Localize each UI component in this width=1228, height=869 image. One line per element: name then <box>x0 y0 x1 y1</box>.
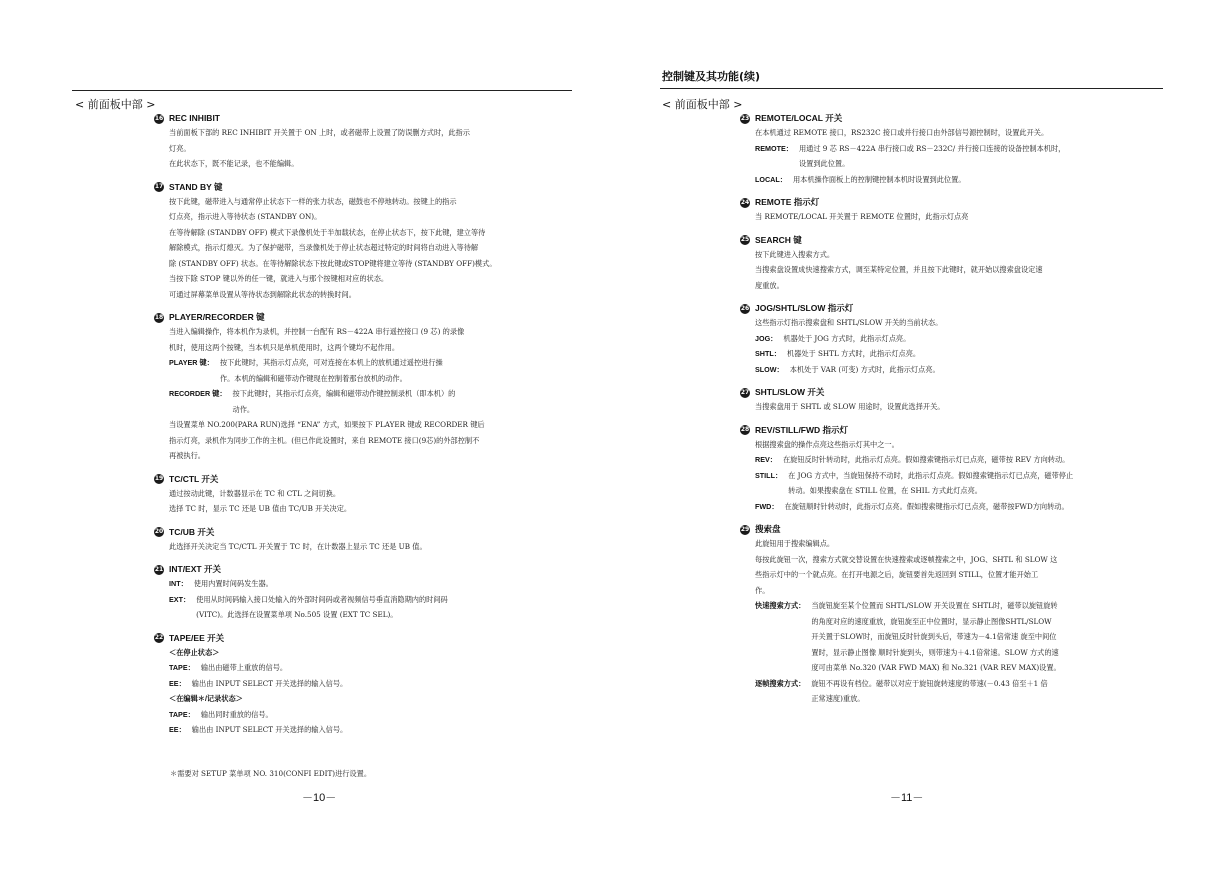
option-label: RECORDER 键： <box>169 389 227 398</box>
item-title: JOG/SHTL/SLOW 指示灯 <box>755 303 854 313</box>
option-row <box>154 676 574 692</box>
option-label: LOCAL： <box>755 174 787 184</box>
item-heading <box>740 196 1168 209</box>
control-item <box>740 234 1168 294</box>
item-number-badge: 27 <box>740 388 750 396</box>
control-item <box>740 386 1168 415</box>
item-description: 当前面板下部的 REC INHIBIT 开关置于 ON 上时，或者磁带上设置了防误删方式时，此指示 灯亮。 <box>169 128 470 153</box>
item-title: STAND BY 键 <box>169 181 223 192</box>
option-label: EE： <box>169 678 186 688</box>
item-number-badge: 26 <box>740 304 750 312</box>
item-heading <box>740 386 1168 399</box>
running-head: 控制键及其功能(续) <box>662 70 761 83</box>
option-label: TAPE： <box>169 663 195 672</box>
option-row <box>154 576 574 592</box>
item-description: 当进入编辑操作，将本机作为录机，并控制一台配有 RS－422A 串行遥控接口 (9 芯) 的录像 机时，使用这两个按键，当本机只是单机使用时，这两个键均不起作用。 <box>169 327 465 352</box>
item-description: 可通过屏幕菜单设置从等待状态到解除此状态的转换时间。 <box>169 289 356 299</box>
option-description: 输出同时重放的信号。 <box>200 709 273 719</box>
option-row <box>154 722 574 738</box>
item-description: 这些指示灯指示搜索盘和 SHTL/SLOW 开关的当前状态。 <box>755 318 943 327</box>
item-number-badge: 17 <box>154 183 164 190</box>
item-title: SEARCH 键 <box>755 234 802 245</box>
item-heading <box>154 112 574 125</box>
item-heading <box>740 523 1168 536</box>
item-heading <box>740 424 1168 437</box>
option-label: ＜在停止状态＞ <box>169 647 220 657</box>
option-label: TAPE： <box>169 709 195 719</box>
item-number-badge: 29 <box>740 525 750 533</box>
right-page <box>614 0 1228 869</box>
item-title: 搜索盘 <box>755 524 781 534</box>
option-label: ＜在编辑＊/记录状态＞ <box>169 694 243 703</box>
item-heading <box>740 112 1168 125</box>
item-title: SHTL/SLOW 开关 <box>755 387 825 397</box>
option-row <box>740 362 1168 378</box>
item-description: 当 REMOTE/LOCAL 开关置于 REMOTE 位置时，此指示灯点亮 <box>755 212 969 221</box>
item-title: REC INHIBIT <box>169 113 220 123</box>
item-heading <box>154 526 574 539</box>
option-row <box>154 386 574 417</box>
option-description: 使用从时间码输入接口处输入的外部时间码或者视频信号垂直消隐期内的时间码 (VITC)。此选择在设置菜单项 No.505 设置 (EXT TC SEL)。 <box>196 594 448 619</box>
item-description: 当搜索盘设置成快速搜索方式，调至某特定位置，并且按下此键时，就开始以搜索盘设定速 度重放。 <box>755 265 1043 290</box>
item-number-badge: 25 <box>740 236 750 243</box>
option-description: 旋钮不再设有档位。磁带以对应于旋钮旋转速度的带速(－0.43 倍至＋1 倍 正常速度)重放。 <box>811 678 1048 703</box>
control-item <box>740 302 1168 377</box>
item-heading <box>740 302 1168 315</box>
option-label: JOG： <box>755 333 778 343</box>
option-description: 机器处于 SHTL 方式时，此指示灯点亮。 <box>786 349 921 358</box>
item-number-badge: 20 <box>154 528 164 535</box>
option-row <box>740 499 1168 515</box>
option-description: 用本机操作面板上的控制键控制本机时设置到此位置。 <box>792 174 966 184</box>
item-number-badge: 21 <box>154 565 164 573</box>
option-row <box>154 707 574 723</box>
option-label: 快速搜索方式： <box>755 601 806 610</box>
header-rule <box>72 90 572 91</box>
option-description: 机器处于 JOG 方式时，此指示灯点亮。 <box>783 333 911 343</box>
option-row <box>740 172 1168 188</box>
item-title: PLAYER/RECORDER 键 <box>169 312 265 322</box>
item-description: 此选择开关决定当 TC/CTL 开关置于 TC 时，在计数器上显示 TC 还是 UB 值。 <box>169 541 427 551</box>
option-label: EE： <box>169 725 186 734</box>
item-description: 当搜索盘用于 SHTL 或 SLOW 用途时，设置此选择开关。 <box>755 402 945 411</box>
option-description: 按下此键时，其指示灯点亮，编辑和磁带动作键控制录机（即本机）的 动作。 <box>232 389 456 414</box>
item-title: REV/STILL/FWD 指示灯 <box>755 424 849 435</box>
item-number-badge: 23 <box>740 114 750 122</box>
item-heading <box>154 632 574 645</box>
option-description: 输出由 INPUT SELECT 开关选择的输入信号。 <box>191 678 348 688</box>
control-item <box>740 523 1168 707</box>
item-description: 在本机通过 REMOTE 接口，RS232C 接口或并行接口由外部信号源控制时，设置此开关。 <box>755 128 1049 137</box>
item-number-badge: 24 <box>740 198 750 206</box>
option-row <box>740 331 1168 347</box>
control-item <box>154 526 574 555</box>
section-label: < 前面板中部 > <box>75 98 156 111</box>
item-list <box>154 112 574 747</box>
option-label: REMOTE： <box>755 143 793 153</box>
option-label: STILL： <box>755 470 783 480</box>
control-item <box>154 311 574 464</box>
item-description: 选择 TC 时，显示 TC 还是 UB 值由 TC/UB 开关决定。 <box>169 504 352 513</box>
item-title: REMOTE 指示灯 <box>755 197 820 207</box>
control-item <box>740 424 1168 515</box>
option-label: FWD： <box>755 501 779 511</box>
option-row <box>154 355 574 386</box>
item-description: 通过按动此键，计数器显示在 TC 和 CTL 之间切换。 <box>169 488 341 498</box>
option-description: 按下此键时，其指示灯点亮，可对连接在本机上的放机通过遥控进行操 作。本机的编辑和磁带动作键现在控制着那台放机的动作。 <box>219 358 443 383</box>
item-title: TC/CTL 开关 <box>169 473 219 484</box>
item-description: 此旋钮用于搜索编辑点。 <box>755 539 835 548</box>
item-heading <box>154 311 574 324</box>
page-number: －11－ <box>890 792 924 804</box>
control-item <box>154 632 574 738</box>
item-title: REMOTE/LOCAL 开关 <box>755 113 843 123</box>
item-heading <box>154 563 574 576</box>
control-item <box>740 196 1168 225</box>
item-title: INT/EXT 开关 <box>169 564 221 574</box>
item-description: 当设置菜单 NO.200(PARA RUN)选择 “ENA” 方式，如果按下 PLAYER 键或 RECORDER 键后 指示灯亮，录机作为同步工作的主机。(但已作此设置时，来自 REMOTE 接口(9芯)的外部控制不 再被执行。 <box>169 420 485 460</box>
control-item <box>154 112 574 172</box>
item-number-badge: 19 <box>154 475 164 482</box>
item-description: 每按此旋钮一次，搜索方式就交替设置在快速搜索或逐帧搜索之中，JOG、SHTL 和 SLOW 这 些指示灯中的一个就点亮。在打开电源之后，旋钮要首先返回到 STILL，位置才能开始工 作。 <box>755 554 1058 595</box>
option-description: 在 JOG 方式中，当旋钮保持不动时，此指示灯点亮。假如搜索键指示灯已点亮，磁带停止 转动。如果搜索盘在 STILL 位置，在 SHIL 方式此灯点亮。 <box>788 470 1074 495</box>
footnote: ＊需要对 SETUP 菜单项 NO. 310(CONFI EDIT)进行设置。 <box>170 769 372 778</box>
option-row <box>740 676 1168 707</box>
option-description: 在旋钮顺时针转动时，此指示灯点亮。假如搜索键指示灯已点亮，磁带按FWD方向转动。 <box>784 501 1069 511</box>
option-label: SHTL： <box>755 349 781 358</box>
item-number-badge: 28 <box>740 426 750 433</box>
option-label: SLOW： <box>755 364 784 374</box>
option-label: 逐帧搜索方式： <box>755 678 806 688</box>
option-label: REV： <box>755 455 777 464</box>
control-item <box>154 181 574 303</box>
control-item <box>154 473 574 517</box>
item-number-badge: 22 <box>154 634 164 641</box>
option-row <box>740 452 1168 468</box>
item-title: TC/UB 开关 <box>169 526 215 537</box>
option-row <box>740 468 1168 499</box>
option-row <box>154 660 574 676</box>
option-description: 使用内置时间码发生器。 <box>193 579 273 588</box>
control-item <box>154 563 574 623</box>
option-description: 当旋钮旋至某个位置而 SHTL/SLOW 开关设置在 SHTL时，磁带以旋钮旋转 的角度对应的速度重放，旋钮旋至正中位置时，显示静止图像SHTL/SLOW 开关置于SLOW时，而旋钮反时针旋到头后，带速为－4.1倍常速 旋至中间位 置时，显示静止图像 顺时针旋到头，则带速为＋4.1倍常速。SLOW 方式的速 度可由菜单 No.320 (VAR FWD MAX) 和 No.321 (VAR REV MAX)设置。 <box>811 601 1061 672</box>
option-row <box>740 346 1168 362</box>
item-description: 按下此键进入搜索方式。 <box>755 249 835 259</box>
option-description: 输出由磁带上重放的信号。 <box>200 663 288 672</box>
page-number: －10－ <box>302 792 337 804</box>
item-description: 在等待解除 (STANDBY OFF) 模式下录像机处于半加载状态，在停止状态下，按下此键，建立等待 解除模式，指示灯熄灭。为了保护磁带，当录像机处于停止状态超过特定的时间将自动进入等待解 除 (STANDBY OFF) 状态。在等待解除状态下按此键或STOP键将建立等待 (STANDBY OFF)模式。 <box>169 227 497 268</box>
header-rule <box>660 88 1163 89</box>
option-row <box>154 691 574 707</box>
item-description: 根据搜索盘的操作点亮这些指示灯其中之一。 <box>755 439 899 449</box>
item-heading <box>154 473 574 486</box>
option-label: INT： <box>169 579 188 588</box>
item-description: 在此状态下，既不能记录，也不能编辑。 <box>169 159 299 168</box>
option-row <box>740 141 1168 172</box>
item-list <box>740 112 1168 716</box>
item-number-badge: 18 <box>154 313 164 321</box>
option-row <box>154 592 574 623</box>
option-row <box>740 598 1168 676</box>
item-description: 按下此键，磁带进入与通常停止状态下一样的张力状态，磁鼓也不停地转动。按键上的指示 灯点亮，指示进入等待状态 (STANDBY ON)。 <box>169 196 457 221</box>
option-description: 本机处于 VAR (可变) 方式时，此指示灯点亮。 <box>789 364 940 374</box>
item-number-badge: 16 <box>154 114 164 122</box>
item-title: TAPE/EE 开关 <box>169 632 225 643</box>
option-description: 在旋钮反时针转动时，此指示灯点亮。假如搜索键指示灯已点亮，磁带按 REV 方向转动。 <box>782 455 1070 464</box>
option-label: PLAYER 键： <box>169 358 214 367</box>
option-row <box>154 645 574 661</box>
item-description: 当按下除 STOP 键以外的任一键，就进入与那个按键相对应的状态。 <box>169 274 389 283</box>
item-heading <box>154 181 574 194</box>
option-description: 用通过 9 芯 RS－422A 串行接口或 RS－232C/ 并行接口连接的设备控制本机时， 设置到此位置。 <box>798 143 1066 168</box>
option-description: 输出由 INPUT SELECT 开关选择的输入信号。 <box>191 725 348 734</box>
control-item <box>740 112 1168 187</box>
item-heading <box>740 234 1168 247</box>
section-label: < 前面板中部 > <box>662 98 743 111</box>
option-label: EXT： <box>169 594 191 604</box>
